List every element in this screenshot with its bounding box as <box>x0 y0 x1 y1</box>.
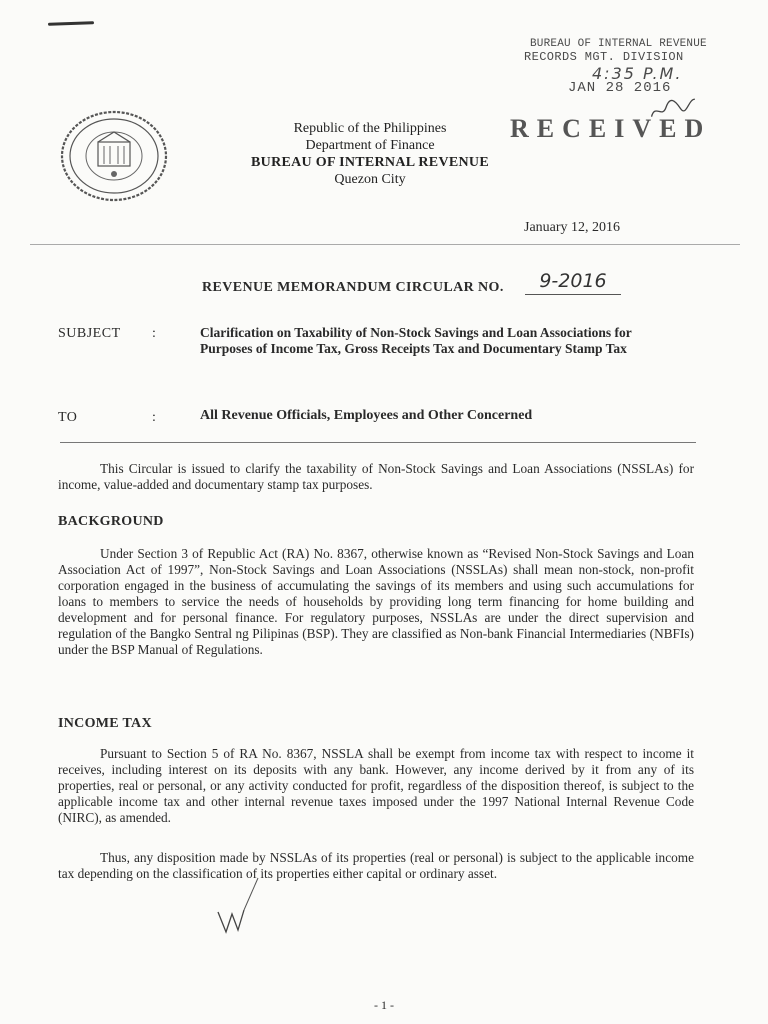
letterhead-bureau: BUREAU OF INTERNAL REVENUE <box>251 155 489 170</box>
stamp-bureau: BUREAU OF INTERNAL REVENUE <box>530 38 707 50</box>
received-stamp <box>500 38 740 148</box>
subject-label: SUBJECT <box>58 326 121 341</box>
subject-colon: : <box>152 326 156 341</box>
to-label: TO <box>58 410 78 425</box>
background-paragraph: Under Section 3 of Republic Act (RA) No. 8367, otherwise known as “Revised Non-Stock Savings and Loan Association Act of 1997”, Non-Stock Savings and Loan Associations (NSSLAs) shall mean non-stock, non-profit corporation engaged in the business of accumulating the savings of its members and using such accumulations for loans to members to service the needs of households by providing long term financing for home building and development and for personal finance. For regulatory purposes, NSSLAs are under the direct supervision and regulation of the Bangko Sentral ng Pilipinas (BSP). They are classified as Non-bank Financial Intermediaries (NBFIs) under the BSP Manual of Regulations. <box>58 546 694 657</box>
corner-mark <box>48 21 94 26</box>
section-divider <box>60 442 696 443</box>
subject-text: Clarification on Taxability of Non-Stock Savings and Loan Associations for Purposes of Income Tax, Gross Receipts Tax and Documentary Stamp Tax <box>200 325 632 356</box>
header-divider <box>30 244 740 245</box>
page-number: - 1 - <box>374 998 394 1012</box>
to-text: All Revenue Officials, Employees and Other Concerned <box>200 408 533 423</box>
circular-title: REVENUE MEMORANDUM CIRCULAR NO. <box>202 280 504 295</box>
intro-paragraph: This Circular is issued to clarify the taxability of Non-Stock Savings and Loan Associations (NSSLAs) for income, value-added and documentary stamp tax purposes. <box>58 461 694 492</box>
income-tax-paragraph-1: Pursuant to Section 5 of RA No. 8367, NSSLA shall be exempt from income tax with respect to income it receives, including interest on its deposits with any bank. However, any income derived by it from any of its properties, real or personal, or any activity conducted for profit, regardless of the disposition thereof, is subject to the applicable income tax and other internal revenue taxes imposed under the 1997 National Internal Revenue Code (NIRC), as amended. <box>58 746 694 825</box>
document-date: January 12, 2016 <box>524 220 621 235</box>
stamp-date: JAN 28 2016 <box>568 80 672 96</box>
letterhead-city: Quezon City <box>334 172 406 187</box>
letterhead-department: Department of Finance <box>305 138 435 153</box>
to-colon: : <box>152 410 156 425</box>
bir-seal-icon <box>58 108 170 204</box>
income-tax-paragraph-2: Thus, any disposition made by NSSLAs of its properties (real or personal) is subject to the applicable income tax depending on the classification of its properties either capital or ordinary asset. <box>58 850 694 881</box>
letterhead <box>200 120 540 188</box>
stamp-received: RECEIVED <box>510 114 712 143</box>
circular-number: 9-2016 <box>525 270 621 295</box>
background-heading: BACKGROUND <box>58 514 164 529</box>
stamp-division: RECORDS MGT. DIVISION <box>524 50 684 64</box>
stamp-time: 4:35 P.M. <box>592 64 683 83</box>
letterhead-republic: Republic of the Philippines <box>293 121 447 136</box>
handwritten-initials-icon <box>210 870 270 940</box>
income-tax-heading: INCOME TAX <box>58 716 152 731</box>
